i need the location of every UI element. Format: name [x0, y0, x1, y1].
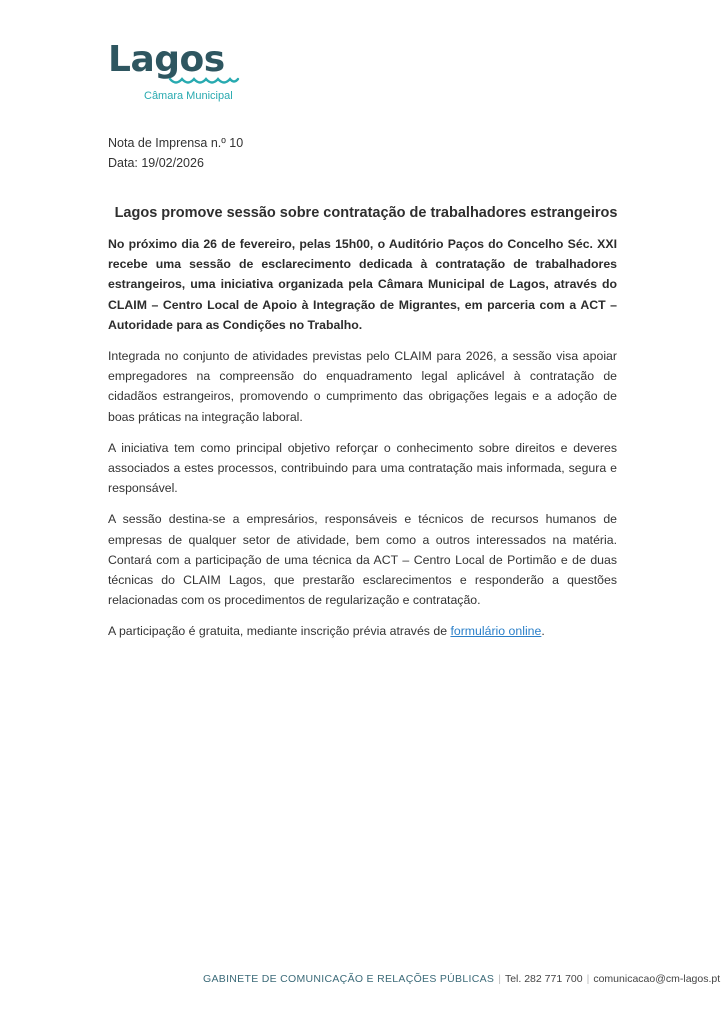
paragraph-4-end: . — [541, 624, 545, 639]
paragraph-2: A iniciativa tem como principal objetivo reforçar o conhecimento sobre direitos e deveres associados a estes processos, contribuindo para uma contratação mais informada, segura e responsável. — [108, 440, 617, 496]
municipal-logo — [108, 40, 248, 104]
footer-separator: | — [498, 973, 501, 985]
footer-email[interactable]: comunicacao@cm-lagos.pt — [593, 973, 721, 985]
footer-department: GABINETE DE COMUNICAÇÃO E RELAÇÕES PÚBLICAS — [203, 973, 495, 985]
logo-wordmark: Lagos — [108, 39, 225, 80]
footer-separator: | — [586, 973, 590, 985]
footer — [203, 972, 721, 986]
registration-form-link[interactable]: formulário online — [450, 624, 542, 639]
press-note-number: Nota de Imprensa n.º 10 — [108, 136, 244, 150]
footer-phone: Tel. 282 771 700 — [504, 973, 583, 985]
waves-icon — [168, 76, 240, 88]
press-date: Data: 19/02/2026 — [108, 156, 204, 170]
article-body — [108, 234, 617, 653]
lead-paragraph: No próximo dia 26 de fevereiro, pelas 15h00, o Auditório Paços do Concelho Séc. XXI recebe uma sessão de esclarecimento dedicada à contratação de trabalhadores estrangeiros, uma iniciativa organizada pela Câmara Municipal de Lagos, através do CLAIM – Centro Local de Apoio à Integração de Migrantes, em parceria com a ACT – Autoridade para as Condições no Trabalho. — [108, 237, 617, 332]
press-meta — [108, 133, 243, 173]
paragraph-3: A sessão destina-se a empresários, responsáveis e técnicos de recursos humanos de empresas de qualquer setor de atividade, bem como a outros interessados na matéria. Contará com a participação de uma técnica da ACT – Centro Local de Portimão e de duas técnicas do CLAIM Lagos, que prestarão esclarecimentos e responderão a questões relacionadas com os procedimentos de regularização e contratação. — [108, 512, 617, 608]
paragraph-1: Integrada no conjunto de atividades previstas pelo CLAIM para 2026, a sessão visa apoiar empregadores na compreensão do enquadramento legal aplicável à contratação de cidadãos estrangeiros, promovendo o cumprimento das obrigações legais e a adoção de boas práticas na integração laboral. — [108, 349, 617, 424]
logo-subtitle: Câmara Municipal — [144, 90, 233, 102]
paragraph-4 — [108, 621, 617, 641]
page-title: Lagos promove sessão sobre contratação de trabalhadores estrangeiros — [114, 205, 618, 221]
paragraph-4-text: A participação é gratuita, mediante inscrição prévia através de — [108, 624, 451, 639]
